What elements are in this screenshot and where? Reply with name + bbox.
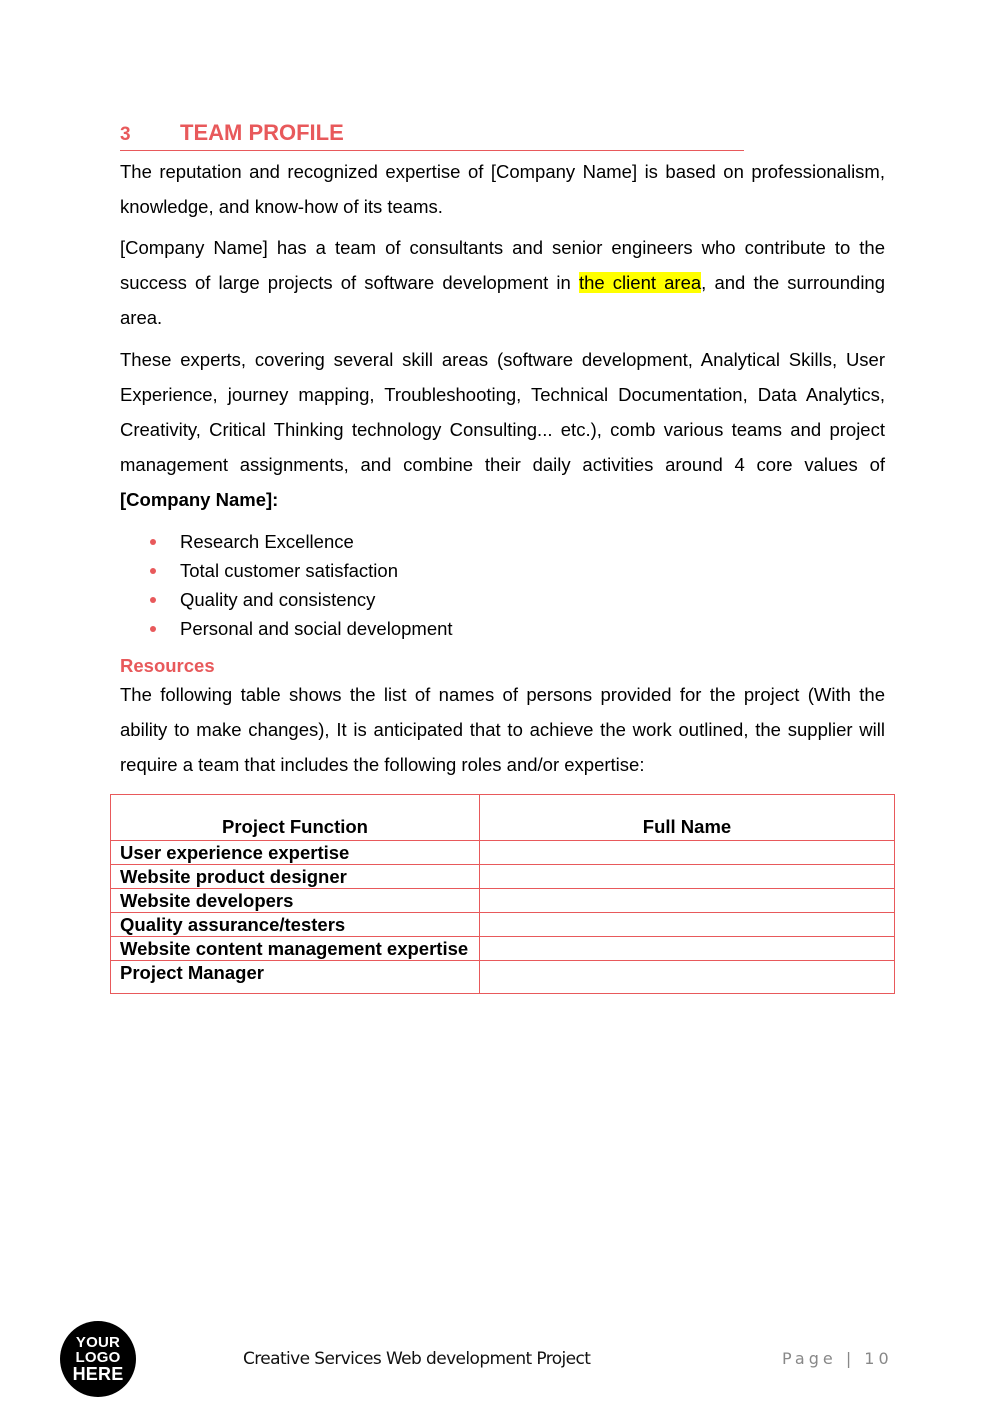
function-cell: User experience expertise [111,841,480,865]
experts-paragraph-text: These experts, covering several skill areas (software development, Analytical Skills, User Experience, journey mapping, Troubleshooting, Technical Documentation, Data Analytics, Creativity, Critical Thinking technology Consulting... etc.), comb various teams and project management assignments, and combine their daily activities around 4 core values of [120,349,885,475]
name-cell[interactable] [480,913,895,937]
company-name-bold: [Company Name]: [120,489,279,510]
bullet-icon [150,626,156,632]
section-title: TEAM PROFILE [180,120,344,145]
list-item-label: Research Excellence [180,531,354,552]
list-item-label: Personal and social development [180,618,453,639]
bullet-icon [150,539,156,545]
team-paragraph-text: [Company Name] has a team of consultants and senior engineers who contribute to the success of large projects of software development in [120,237,885,293]
logo-line: HERE [72,1363,124,1384]
list-item [120,556,453,585]
function-cell: Website developers [111,889,480,913]
name-cell[interactable] [480,889,895,913]
column-header-function: Project Function [111,795,480,841]
name-cell[interactable] [480,961,895,994]
footer-title: Creative Services Web development Project [243,1349,591,1369]
page-number: Page | 10 [782,1349,893,1368]
logo-line: LOGO [75,1348,121,1366]
section-heading [120,118,744,151]
highlighted-text: the client area [578,272,702,293]
function-cell: Project Manager [111,961,480,994]
table-row [111,841,895,865]
name-cell[interactable] [480,865,895,889]
resources-paragraph: The following table shows the list of names of persons provided for the project (With the ability to make changes), It is anticipated that to achieve the work outlined, the supplier will require a team that includes the following roles and/or expertise: [120,684,885,775]
table-row [111,865,895,889]
team-paragraph-text-end: , and the surrounding area. [120,272,886,328]
intro-paragraph: The reputation and recognized expertise of [Company Name] is based on professionalism, knowledge, and know-how of its teams. [120,161,885,217]
resources-heading: Resources [120,655,215,676]
table-row [111,937,895,961]
name-cell[interactable] [480,937,895,961]
function-cell: Quality assurance/testers [111,913,480,937]
list-item [120,527,453,556]
team-table [110,794,895,994]
core-values-list [120,527,453,643]
name-cell[interactable] [480,841,895,865]
table-row [111,889,895,913]
function-cell: Website content management expertise [111,937,480,961]
table-row [111,961,895,994]
list-item-label: Quality and consistency [180,589,376,610]
table-row [111,913,895,937]
bullet-icon [150,568,156,574]
company-logo [60,1321,136,1397]
table-header-row [111,795,895,841]
function-cell: Website product designer [111,865,480,889]
logo-line: YOUR [75,1333,121,1351]
list-item-label: Total customer satisfaction [180,560,398,581]
experts-paragraph [120,342,885,517]
column-header-name: Full Name [480,795,895,841]
list-item [120,614,453,643]
team-paragraph [120,230,885,335]
list-item [120,585,453,614]
section-number: 3 [120,124,131,145]
bullet-icon [150,597,156,603]
